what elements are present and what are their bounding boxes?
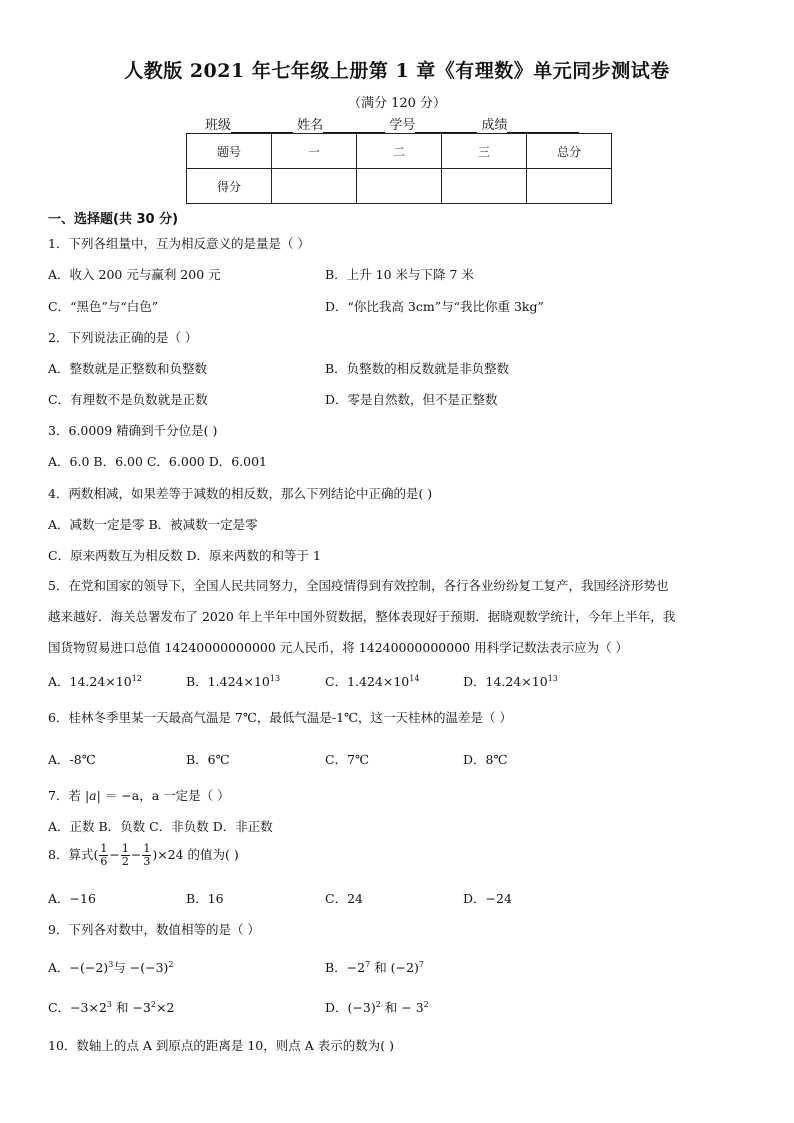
q5-line: 越来越好．海关总署发布了 2020 年上半年中国外贸数据，整体表现好于预期．据晓观数学统计，今年上半年，我: [48, 609, 676, 624]
q5-line: 国货物贸易进口总值 14240000000000 元人民币，将 14240000000000 用科学记数法表示应为（ ）: [48, 640, 629, 655]
q9-option-b[interactable]: B．$-2^7$ 和 $(-2)^7$: [325, 959, 424, 975]
q1-option-a[interactable]: A．收入 200 元与赢利 200 元: [48, 267, 221, 282]
name-label: 姓名: [297, 118, 324, 133]
score-input-cell[interactable]: [442, 169, 527, 204]
score-input-cell[interactable]: [357, 169, 442, 204]
q7-options[interactable]: A．正数 B．负数 C．非负数 D．非正数: [48, 819, 273, 834]
grade-blank[interactable]: [507, 118, 579, 133]
class-label: 班级: [205, 118, 232, 133]
score-cell: 得分: [187, 169, 272, 204]
page-title: 人教版 2021 年七年级上册第 1 章《有理数》单元同步测试卷: [124, 60, 670, 82]
q2-option-a[interactable]: A．整数就是正整数和负整数: [48, 361, 208, 376]
q2-option-d[interactable]: D．零是自然数，但不是正整数: [325, 392, 498, 407]
q1-option-b[interactable]: B．上升 10 米与下降 7 米: [325, 267, 474, 282]
full-score-note: （满分 120 分）: [347, 96, 447, 111]
question-4: 4．两数相减，如果差等于减数的相反数，那么下列结论中正确的是( ): [48, 486, 433, 501]
q8-option-b[interactable]: B．16: [186, 891, 224, 906]
q9-option-a[interactable]: A．$-(-2)^3$与 $-(-3)^2$: [48, 959, 174, 975]
score-cell: 总分: [527, 134, 612, 169]
question-9: 9．下列各对数中，数值相等的是（ ）: [48, 922, 260, 937]
class-blank[interactable]: [231, 118, 293, 133]
q1-option-d[interactable]: D．“你比我高 3cm”与“我比你重 3kg”: [325, 299, 544, 314]
q9-option-d[interactable]: D．$(-3)^2$ 和 − $3^2$: [325, 999, 429, 1015]
question-2: 2．下列说法正确的是（ ）: [48, 330, 198, 345]
question-6: 6．桂林冬季里某一天最高气温是 7℃，最低气温是-1℃，这一天桂林的温差是（ ）: [48, 710, 512, 725]
q8-option-d[interactable]: D．−24: [463, 891, 512, 906]
question-5: [48, 570, 748, 663]
student-info-line: [205, 114, 579, 133]
section-heading: 一、选择题(共 30 分): [48, 212, 179, 227]
q5-option-d[interactable]: D．$14.24\times 10^{13}$: [463, 673, 558, 689]
number-blank[interactable]: [415, 118, 477, 133]
q2-option-b[interactable]: B．负整数的相反数就是非负整数: [325, 361, 510, 376]
q8-option-a[interactable]: A．−16: [48, 891, 96, 906]
question-7: 7．若 |a| ＝ −a，a 一定是（ ）: [48, 788, 230, 803]
q2-option-c[interactable]: C．有理数不是负数就是正数: [48, 392, 208, 407]
q6-option-a[interactable]: A．-8℃: [48, 752, 96, 767]
score-cell: 题号: [187, 134, 272, 169]
absolute-value: |a|: [84, 788, 101, 803]
q3-options[interactable]: A．6.0 B．6.00 C．6.000 D．6.001: [48, 454, 268, 469]
question-1: 1．下列各组量中，互为相反意义的是量是（ ）: [48, 236, 310, 251]
grade-label: 成绩: [481, 118, 508, 133]
score-cell: 一: [272, 134, 357, 169]
q4-options-ab[interactable]: A．减数一定是零 B．被减数一定是零: [48, 517, 258, 532]
score-table-header-row: [187, 134, 612, 169]
score-input-cell[interactable]: [527, 169, 612, 204]
question-10: 10．数轴上的点 A 到原点的距离是 10，则点 A 表示的数为( ): [48, 1038, 394, 1053]
q9-option-c[interactable]: C．$-3\times 2^3$ 和 $-3^2\times 2$: [48, 999, 175, 1015]
q5-option-a[interactable]: A．$14.24\times 10^{12}$: [48, 673, 142, 689]
fraction-1-2: $\frac{1}{2}$: [121, 842, 129, 868]
q4-options-cd[interactable]: C．原来两数互为相反数 D．原来两数的和等于 1: [48, 548, 321, 563]
question-8: 8．算式( $\frac{1}{6}$ − $\frac{1}{2}$ − $\frac{1}{3}$ )×24 的值为( ): [48, 842, 239, 868]
fraction-1-6: $\frac{1}{6}$: [100, 842, 108, 868]
score-table-score-row: [187, 169, 612, 204]
score-cell: 三: [442, 134, 527, 169]
q5-option-b[interactable]: B．$1.424\times 10^{13}$: [186, 673, 281, 689]
q8-option-c[interactable]: C．24: [325, 891, 363, 906]
q1-option-c[interactable]: C．“黑色”与“白色”: [48, 299, 159, 314]
score-table: [186, 133, 612, 204]
number-label: 学号: [389, 118, 416, 133]
score-cell: 二: [357, 134, 442, 169]
score-input-cell[interactable]: [272, 169, 357, 204]
q6-option-b[interactable]: B．6℃: [186, 752, 230, 767]
q6-option-c[interactable]: C．7℃: [325, 752, 370, 767]
q5-option-c[interactable]: C．$1.424\times 10^{14}$: [325, 673, 420, 689]
q6-option-d[interactable]: D．8℃: [463, 752, 508, 767]
fraction-1-3: $\frac{1}{3}$: [143, 842, 151, 868]
q5-line: 5．在党和国家的领导下，全国人民共同努力，全国疫情得到有效控制，各行各业纷纷复工复产，我国经济形势也: [48, 578, 669, 593]
question-3: 3．6.0009 精确到千分位是( ): [48, 423, 218, 438]
name-blank[interactable]: [323, 118, 385, 133]
